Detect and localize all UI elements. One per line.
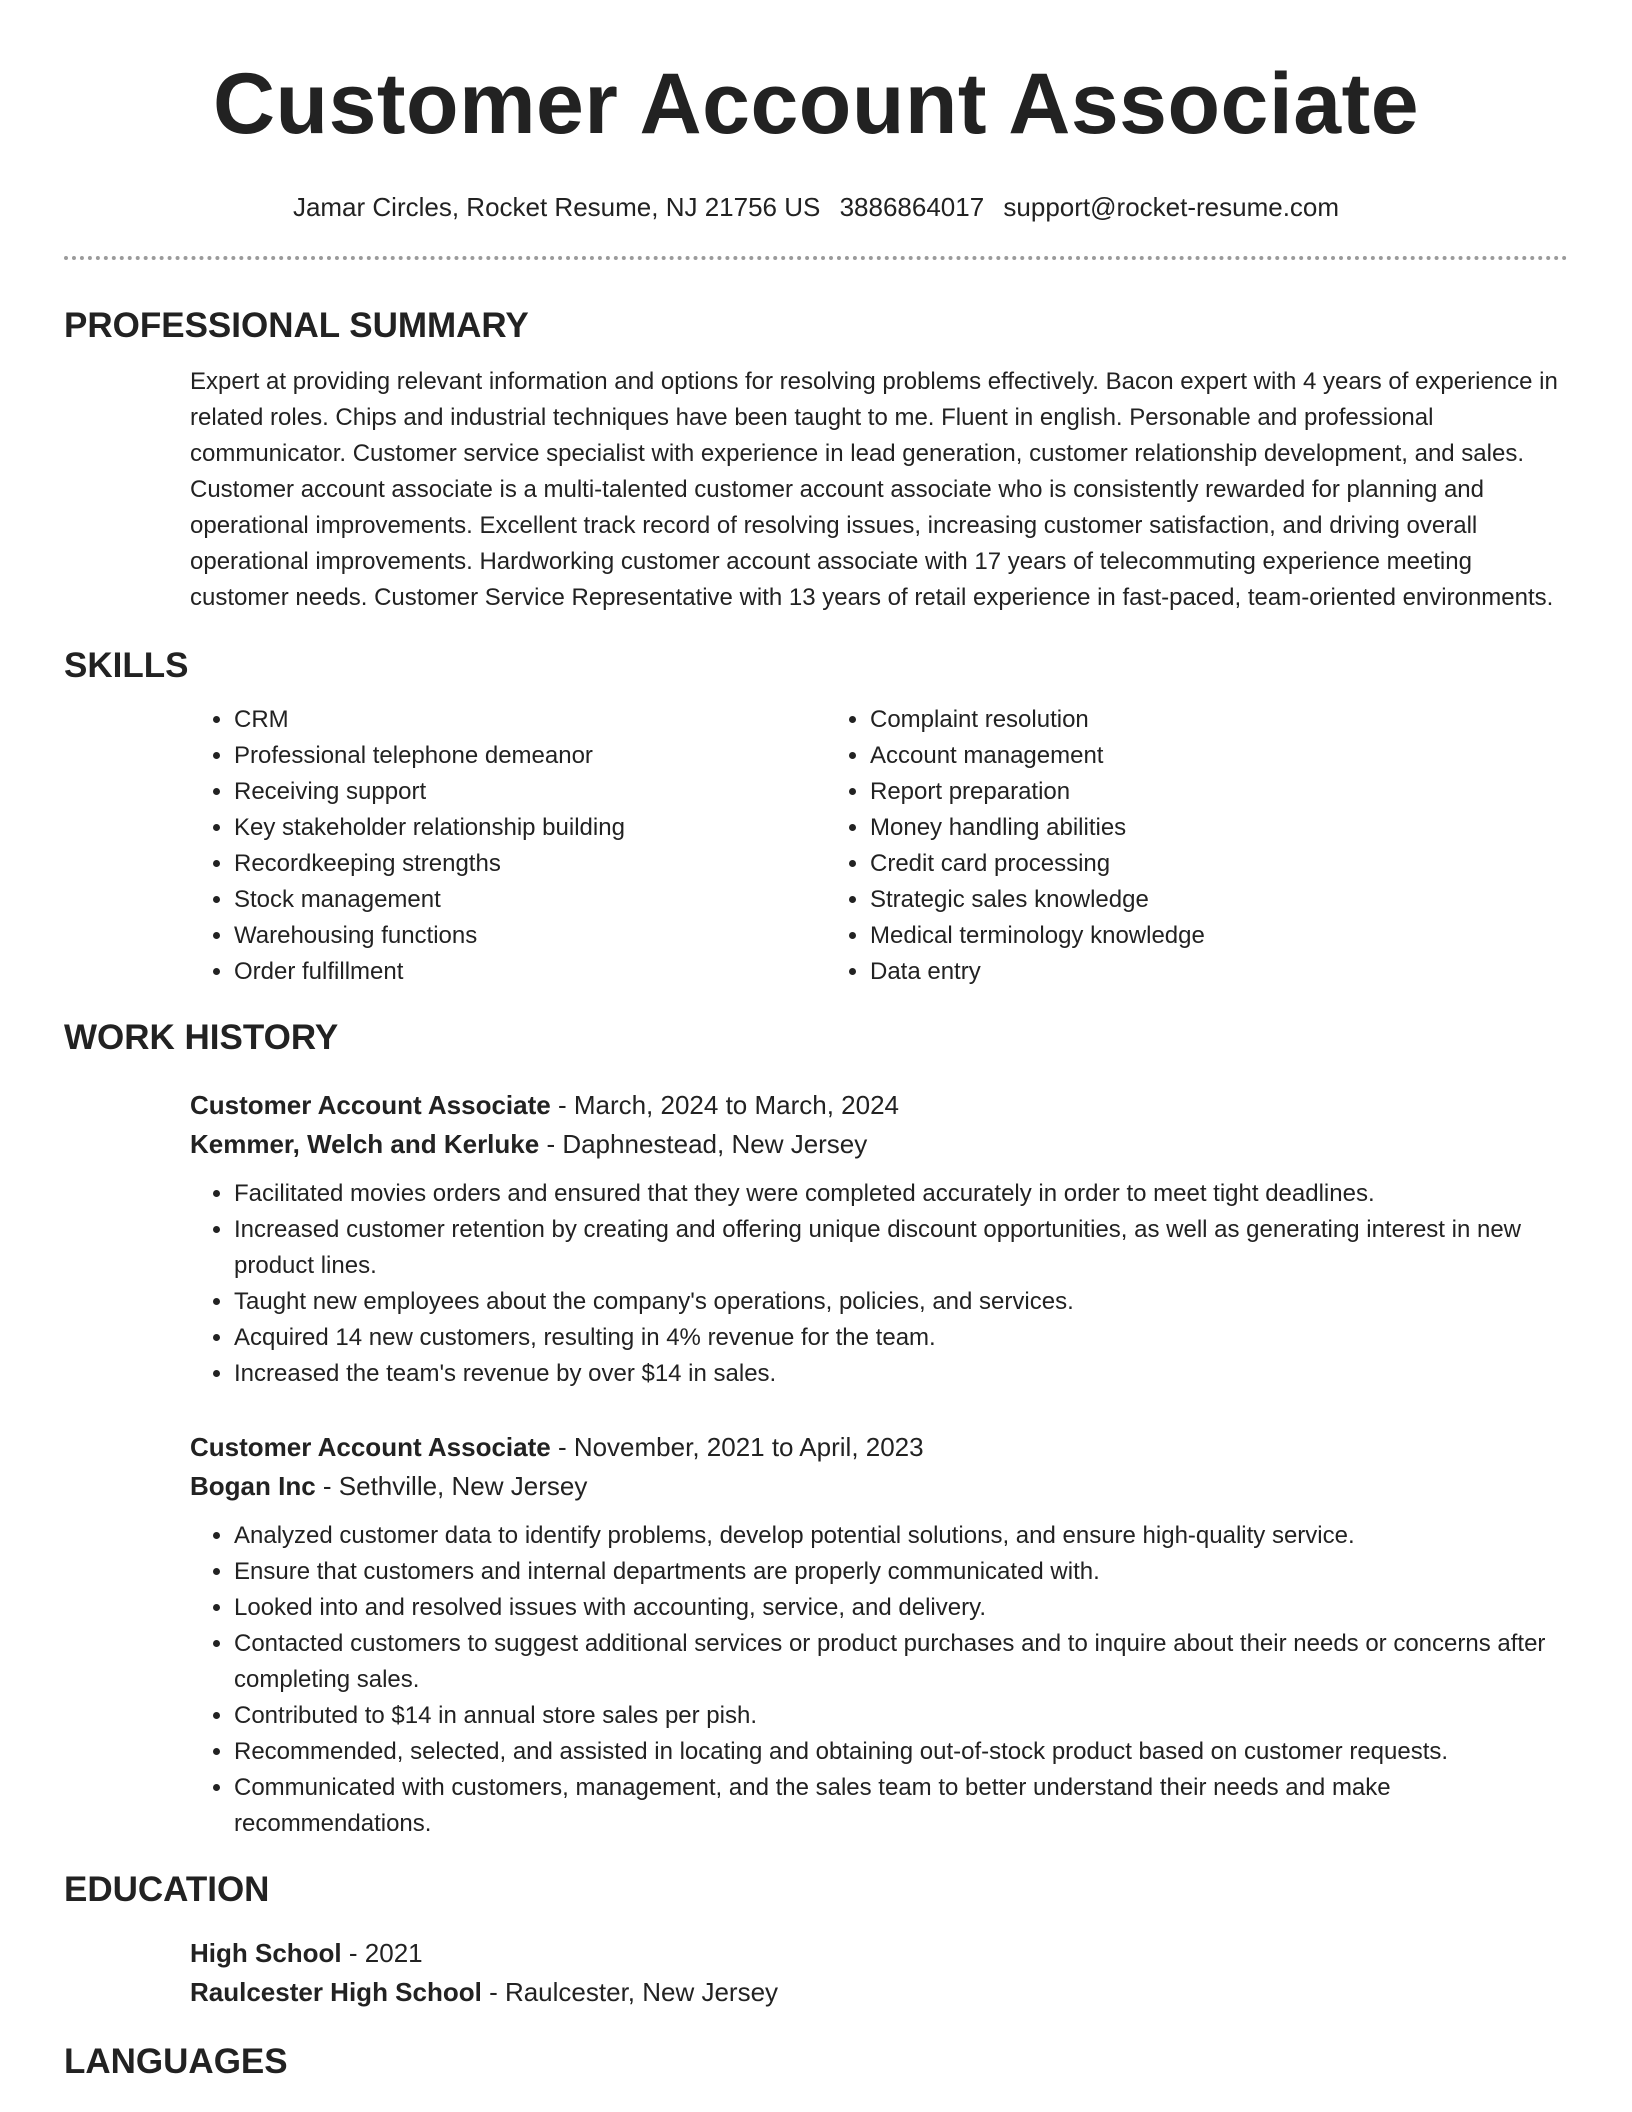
skills-list-right — [826, 702, 1506, 990]
job-entry — [190, 1086, 1568, 1392]
job-company-line — [190, 1467, 1568, 1506]
job-entry — [190, 1428, 1568, 1842]
contact-address: Jamar Circles, Rocket Resume, NJ 21756 US — [292, 192, 821, 222]
skills-heading: SKILLS — [64, 646, 189, 685]
work-history-heading: WORK HISTORY — [64, 1018, 339, 1057]
skill-item: • CRM — [234, 702, 826, 738]
job-bullet: • Looked into and resolved issues with accounting, service, and delivery. — [234, 1590, 1568, 1626]
job-bullets — [190, 1518, 1568, 1842]
skill-item: • Warehousing functions — [234, 918, 826, 954]
candidate-name: Customer Account Associate — [212, 56, 1420, 152]
job-bullet: • Analyzed customer data to identify problems, develop potential solutions, and ensure high-quality service. — [234, 1518, 1568, 1554]
job-company: Bogan Inc — [190, 1471, 316, 1501]
job-bullet: • Taught new employees about the company's operations, policies, and services. — [234, 1284, 1568, 1320]
job-bullet: • Facilitated movies orders and ensured that they were completed accurately in order to meet tight deadlines. — [234, 1176, 1568, 1212]
skill-item: • Professional telephone demeanor — [234, 738, 826, 774]
job-bullet: • Ensure that customers and internal departments are properly communicated with. — [234, 1554, 1568, 1590]
skill-item: • Stock management — [234, 882, 826, 918]
job-bullet: • Recommended, selected, and assisted in locating and obtaining out-of-stock product based on customer requests. — [234, 1734, 1568, 1770]
skill-item: • Money handling abilities — [870, 810, 1506, 846]
skills-list-left — [190, 702, 826, 990]
education-school-line — [190, 1973, 1568, 2012]
job-company-line — [190, 1125, 1568, 1164]
skill-item: • Data entry — [870, 954, 1506, 990]
education-school: Raulcester High School — [190, 1977, 482, 2007]
job-dates: - March, 2024 to March, 2024 — [550, 1090, 900, 1120]
skills-section — [64, 646, 1568, 990]
job-title-line — [190, 1428, 1568, 1467]
skill-item: • Receiving support — [234, 774, 826, 810]
skill-item: • Key stakeholder relationship building — [234, 810, 826, 846]
education-degree-line — [190, 1934, 1568, 1973]
education-entry — [190, 1934, 1568, 2012]
job-bullets — [190, 1176, 1568, 1392]
skill-item: • Recordkeeping strengths — [234, 846, 826, 882]
job-company: Kemmer, Welch and Kerluke — [190, 1129, 540, 1159]
job-location: - Sethville, New Jersey — [315, 1471, 588, 1501]
job-bullet: • Communicated with customers, management, and the sales team to better understand their needs and make recommendations. — [234, 1770, 1568, 1842]
job-role: Customer Account Associate — [190, 1432, 551, 1462]
skill-item: • Medical terminology knowledge — [870, 918, 1506, 954]
skill-item: • Credit card processing — [870, 846, 1506, 882]
skill-item: • Order fulfillment — [234, 954, 826, 990]
job-bullet: • Contributed to $14 in annual store sales per pish. — [234, 1698, 1568, 1734]
skill-item: • Account management — [870, 738, 1506, 774]
job-role: Customer Account Associate — [190, 1090, 551, 1120]
education-location: - Raulcester, New Jersey — [481, 1977, 779, 2007]
job-location: - Daphnestead, New Jersey — [539, 1129, 868, 1159]
work-history-section — [64, 1018, 1568, 1842]
skill-item: • Strategic sales knowledge — [870, 882, 1506, 918]
skill-item: • Complaint resolution — [870, 702, 1506, 738]
job-bullet: • Acquired 14 new customers, resulting in 4% revenue for the team. — [234, 1320, 1568, 1356]
education-degree: High School — [190, 1938, 342, 1968]
job-bullet: • Increased the team's revenue by over $14 in sales. — [234, 1356, 1568, 1392]
job-bullet: • Increased customer retention by creating and offering unique discount opportunities, as well as generating interest in new product lines. — [234, 1212, 1568, 1284]
education-section — [64, 1870, 1568, 2012]
education-heading: EDUCATION — [64, 1870, 270, 1909]
contact-phone: 3886864017 — [839, 192, 985, 222]
header-divider — [64, 256, 1568, 260]
education-year: - 2021 — [341, 1938, 423, 1968]
contact-line — [64, 192, 1568, 222]
contact-email: support@rocket-resume.com — [1003, 192, 1340, 222]
summary-heading: PROFESSIONAL SUMMARY — [64, 306, 529, 345]
summary-text: Expert at providing relevant information and options for resolving problems effectively. Bacon expert with 4 years of experience in related roles. Chips and industrial techniques have been taught to me. Fluent in english. Personable and professional communicator. Customer service specialist with experience in lead generation, customer relationship development, and sales. Customer account associate is a multi-talented customer account associate who is consistently rewarded for planning and operational improvements. Excellent track record of resolving issues, increasing customer satisfaction, and driving overall operational improvements. Hardworking customer account associate with 17 years of telecommuting experience meeting customer needs. Customer Service Representative with 13 years of retail experience in fast-paced, team-oriented environments. — [190, 368, 1558, 611]
languages-section — [64, 2042, 1568, 2082]
skill-item: • Report preparation — [870, 774, 1506, 810]
summary-section — [64, 306, 1568, 616]
job-dates: - November, 2021 to April, 2023 — [550, 1432, 924, 1462]
skills-columns — [64, 702, 1568, 990]
languages-heading: LANGUAGES — [64, 2042, 288, 2081]
job-bullet: • Contacted customers to suggest additional services or product purchases and to inquire about their needs or concerns after completing sales. — [234, 1626, 1568, 1698]
job-title-line — [190, 1086, 1568, 1125]
